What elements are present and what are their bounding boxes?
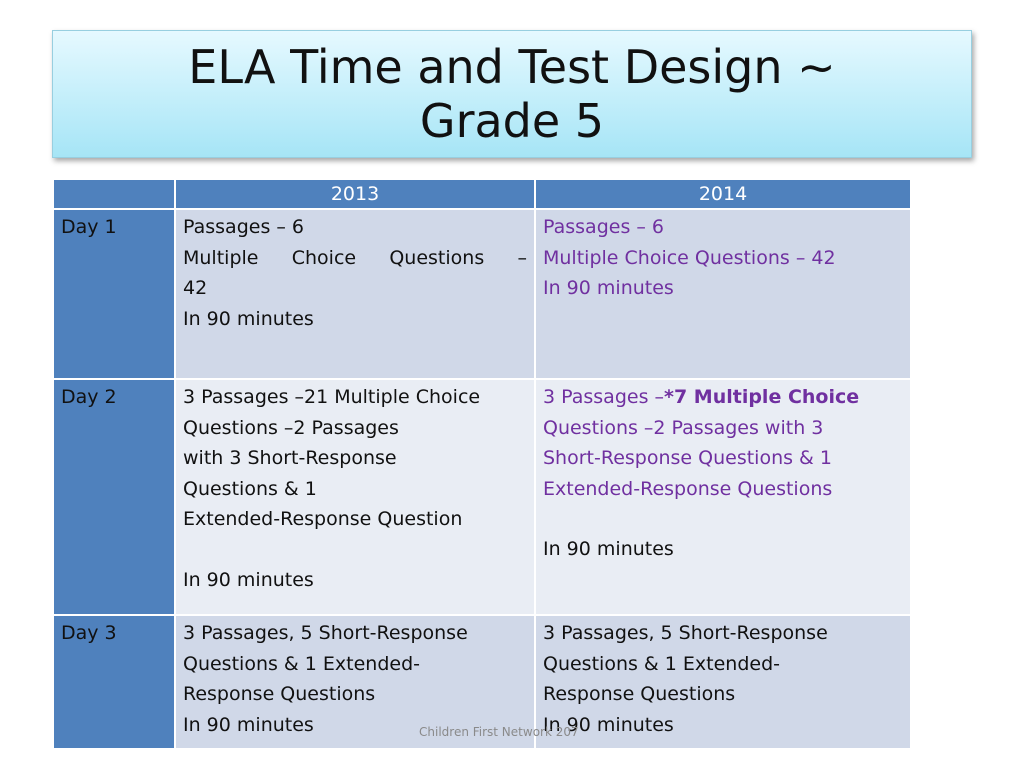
day-1-2013-mc-word-1: Multiple — [183, 246, 259, 269]
day-1-label: Day 1 — [53, 209, 175, 379]
slide-title-line-1: ELA Time and Test Design ~ — [188, 40, 836, 94]
day-2-label: Day 2 — [53, 379, 175, 615]
day-2-2013-line-3: with 3 Short-Response — [183, 447, 397, 469]
day-2-2014-line-4: Extended-Response Questions — [543, 477, 833, 500]
day-3-2013-line-3: Response Questions — [183, 683, 376, 705]
day-2-2014-passages-text: 3 Passages – — [543, 386, 665, 408]
day-1-2013-mc-count: 42 — [183, 277, 208, 299]
day-3-2014-line-1: 3 Passages, 5 Short-Response — [543, 622, 828, 644]
day-3-label: Day 3 — [53, 615, 175, 749]
day-2-2014-line-3: Short-Response Questions & 1 — [543, 447, 832, 469]
day-2-2013-line-1: 3 Passages –21 Multiple Choice — [183, 386, 481, 408]
day-2-2013-spacer — [183, 535, 527, 565]
day-3-2013-line-2: Questions & 1 Extended- — [183, 652, 420, 675]
table-row-day-2 — [53, 379, 911, 615]
day-2-2013-cell — [175, 379, 535, 615]
day-2-2014-spacer — [543, 504, 903, 534]
day-3-2014-line-3: Response Questions — [543, 683, 736, 705]
test-design-table — [52, 178, 912, 750]
day-2-2014-line-2: Questions –2 Passages with 3 — [543, 416, 824, 439]
day-3-2014-time: In 90 minutes — [543, 713, 674, 736]
day-2-2014-line-1 — [543, 382, 903, 413]
day-3-2014-line-2: Questions & 1 Extended- — [543, 652, 780, 675]
day-2-2013-line-5: Extended-Response Question — [183, 508, 463, 530]
day-3-2013-time: In 90 minutes — [183, 713, 314, 736]
day-1-2013-mc-word-2: Choice — [291, 246, 357, 269]
day-2-2014-cell — [535, 379, 911, 615]
day-1-2014-time: In 90 minutes — [543, 277, 674, 299]
table-header-row — [53, 179, 911, 209]
day-1-2014-mc: Multiple Choice Questions – 42 — [543, 246, 836, 269]
day-1-2013-cell — [175, 209, 535, 379]
day-1-2013-mc-word-4: – — [517, 246, 527, 269]
day-1-2013-passages: Passages – 6 — [183, 216, 305, 238]
day-3-2013-line-1: 3 Passages, 5 Short-Response — [183, 622, 468, 644]
day-2-2013-time: In 90 minutes — [183, 568, 314, 591]
day-2-2014-mc-highlight: *7 Multiple Choice — [664, 386, 860, 408]
header-2014: 2014 — [535, 179, 911, 209]
header-empty-cell — [53, 179, 175, 209]
slide-title-box — [52, 30, 972, 158]
day-1-2013-mc-word-3: Questions — [389, 246, 485, 269]
slide-title-line-2: Grade 5 — [419, 94, 605, 148]
day-3-2014-cell — [535, 615, 911, 749]
day-1-2013-time: In 90 minutes — [183, 307, 314, 330]
day-2-2013-line-4: Questions & 1 — [183, 477, 317, 500]
slide-footer: Children First Network 207 — [419, 725, 579, 739]
header-2013: 2013 — [175, 179, 535, 209]
day-2-2014-time: In 90 minutes — [543, 538, 674, 560]
table-row-day-1 — [53, 209, 911, 379]
day-1-2013-mc-line — [183, 243, 527, 274]
day-2-2013-line-2: Questions –2 Passages — [183, 416, 399, 439]
day-1-2014-cell — [535, 209, 911, 379]
day-1-2014-passages: Passages – 6 — [543, 216, 665, 238]
